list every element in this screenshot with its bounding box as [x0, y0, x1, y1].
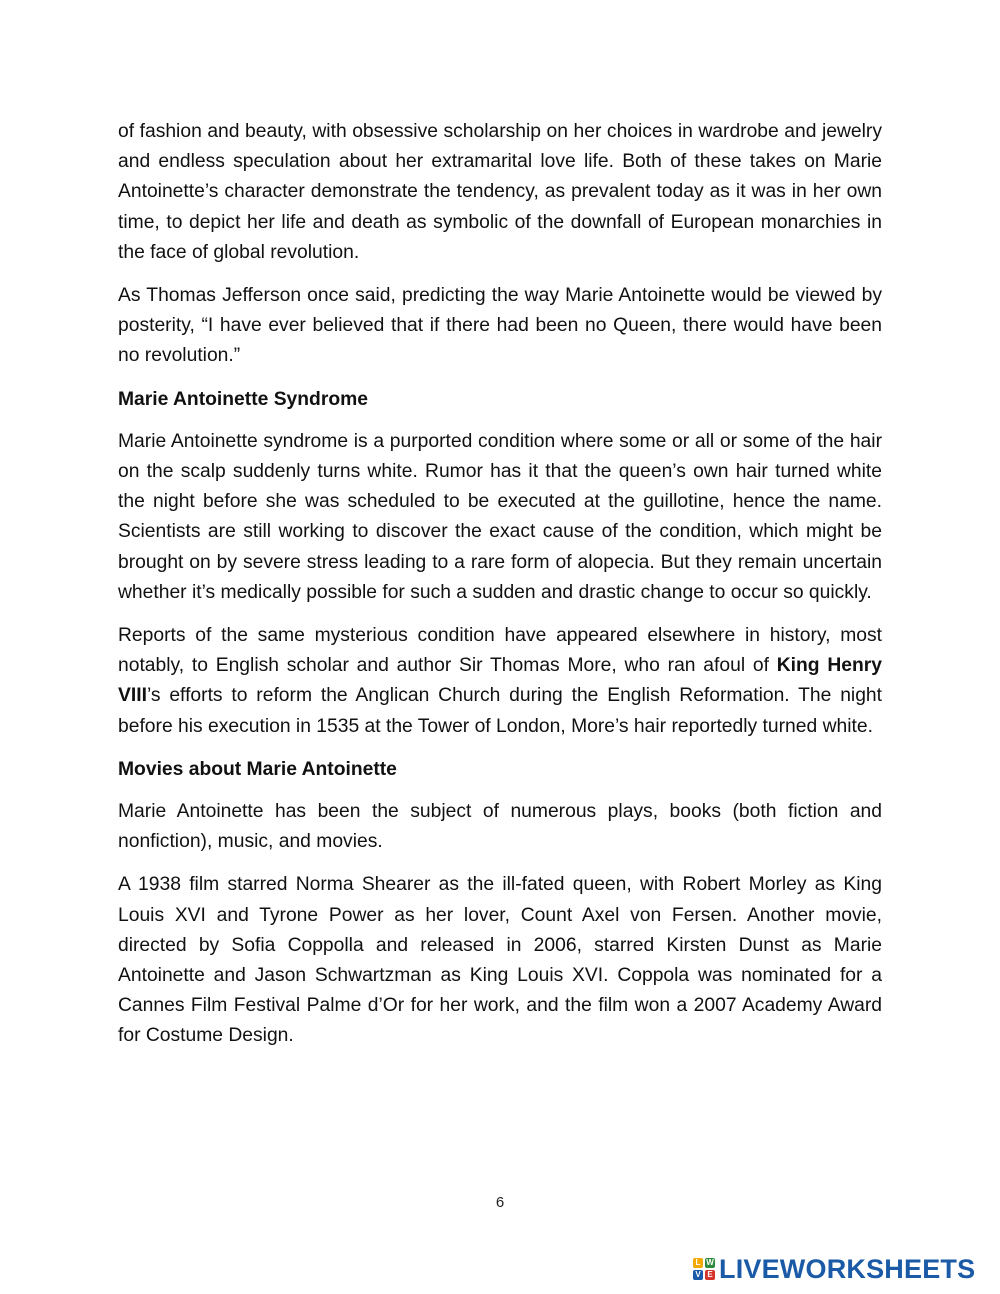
logo-tile-1: L [693, 1258, 703, 1268]
page-number: 6 [495, 1194, 505, 1211]
paragraph-films: A 1938 film starred Norma Shearer as the ill-fated queen, with Robert Morley as King Louis XVI and Tyrone Power as her lover, Count Axel von Fersen. Another movie, directed by Sofia Coppolla and released in 2006, starred Kirsten Dunst as Marie Antoinette and Jason Schwartzman as King Louis XVI. Coppola was nominated for a Cannes Film Festival Palme d’Or for her work, and the film won a 2007 Academy Award for Costume Design. [118, 874, 882, 1047]
liveworksheets-logo-icon [693, 1258, 715, 1280]
paragraph-syndrome: Marie Antoinette syndrome is a purported condition where some or all or some of the hair on the scalp suddenly turns white. Rumor has it that the queen’s own hair turned white the night before she was scheduled to be executed at the guillotine, hence the name. Scientists are still working to discover the exact cause of the condition, which might be brought on by severe stress leading to a rare form of alopecia. But they remain uncertain whether it’s medically possible for such a sudden and drastic change to occur so quickly. [118, 430, 882, 603]
king-henry-viii-link: King Henry VIII [118, 655, 882, 707]
logo-tile-3: V [693, 1270, 703, 1280]
thomas-more-text-end: ’s efforts to reform the Anglican Church during the English Reformation. The night before his execution in 1535 at the Tower of London, More’s hair reportedly turned white. [118, 685, 882, 737]
paragraph-fashion-beauty: of fashion and beauty, with obsessive scholarship on her choices in wardrobe and jewelry and endless speculation about her extramarital love life. Both of these takes on Marie Antoinette’s character demonstrate the tendency, as prevalent today as it was in her own time, to depict her life and death as symbolic of the downfall of European monarchies in the face of global revolution. [118, 121, 882, 263]
liveworksheets-logo [693, 1254, 975, 1284]
logo-tile-4: E [705, 1270, 715, 1280]
paragraph-subject-of-works: Marie Antoinette has been the subject of numerous plays, books (both fiction and nonfiction), music, and movies. [118, 801, 882, 853]
liveworksheets-wordmark: LIVEWORKSHEETS [719, 1253, 976, 1284]
logo-tile-2: W [706, 1258, 714, 1267]
paragraph-thomas-more [118, 621, 882, 742]
thomas-more-text-start: Reports of the same mysterious condition have appeared elsewhere in history, most notably, to English scholar and author Sir Thomas More, who ran afoul of [118, 625, 882, 677]
paragraph-jefferson-quote: As Thomas Jefferson once said, predicting the way Marie Antoinette would be viewed by posterity, “I have ever believed that if there had been no Queen, there would have been no revolution.” [118, 285, 882, 367]
document-body [118, 117, 882, 1065]
heading-syndrome: Marie Antoinette Syndrome [118, 388, 368, 410]
heading-movies: Movies about Marie Antoinette [118, 758, 397, 780]
